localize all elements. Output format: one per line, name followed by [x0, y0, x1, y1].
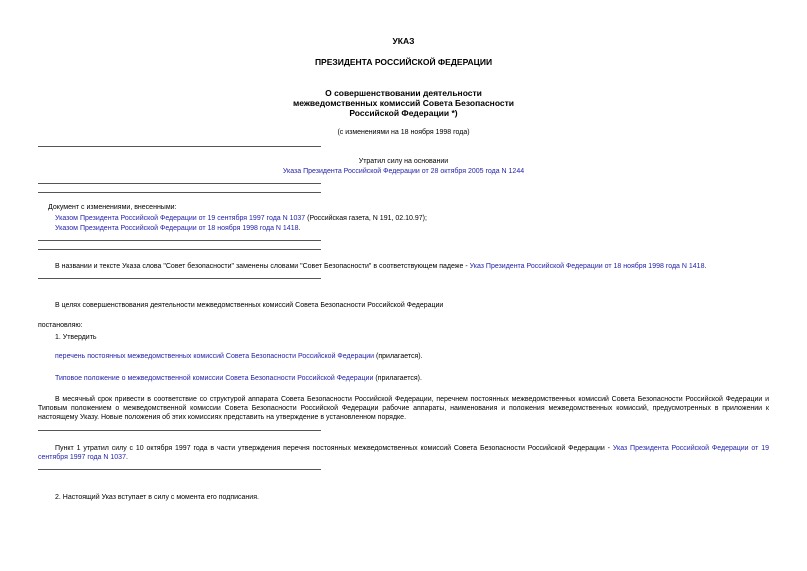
repeal-label: Утратил силу на основании [358, 158, 449, 165]
point1-repeal-note [38, 444, 769, 462]
divider [38, 430, 321, 431]
rename-note [55, 262, 706, 271]
rename-note-link[interactable]: Указ Президента Российской Федерации от 18 ноября 1998 года N 1418 [469, 263, 705, 270]
decree-title: УКАЗ [392, 36, 415, 46]
repeal-link[interactable]: Указа Президента Российской Федерации от 28 октября 2005 года N 1244 [282, 168, 525, 175]
change-item-2-rest: . [298, 225, 301, 232]
divider [38, 183, 321, 184]
point1-repeal-text: Пункт 1 утратил силу с 10 октября 1997 года в части утверждения перечня постоянных межведомственных комиссий Совета Безопасности Российской Федерации - [55, 445, 613, 452]
divider [38, 240, 321, 241]
purpose-paragraph: В целях совершенствования деятельности межведомственных комиссий Совета Безопасности Российской Федерации [55, 302, 444, 309]
divider [38, 469, 321, 470]
change-link-1998[interactable]: Указом Президента Российской Федерации от 18 ноября 1998 года N 1418 [55, 225, 299, 232]
monthly-paragraph: В месячный срок привести в соответствие со структурой аппарата Совета Безопасности Российской Федерации, перечнем постоянных межведомственных комиссий Совета Безопасности Российской Федерации и Типовым положением о межведомственной комиссии Совета Безопасности Российской Федерации рабочие аппараты, наименования и положения межведомственных комиссий, предусмотренных в приложении к настоящему Указу. Новые положения об этих комиссиях представить на утверждение в установленном порядке. [38, 396, 769, 421]
change-item-1 [55, 214, 427, 223]
model-regulation-link[interactable]: Типовое положение о межведомственной комиссии Совета Безопасности Российской Федерации [55, 375, 374, 382]
changes-intro: Документ с изменениями, внесенными: [48, 204, 177, 211]
document-title-line-1: О совершенствовании деятельности [325, 88, 482, 98]
item-1: 1. Утвердить [55, 334, 97, 341]
rename-note-end: . [704, 263, 707, 270]
change-item-1-rest: (Российская газета, N 191, 02.10.97); [305, 215, 427, 222]
decree-subtitle: ПРЕЗИДЕНТА РОССИЙСКОЙ ФЕДЕРАЦИИ [314, 57, 493, 67]
item-2: 2. Настоящий Указ вступает в силу с момента его подписания. [55, 494, 259, 501]
point1-repeal-link[interactable]: Указ Президента Российской Федерации от 19 сентября 1997 года N 1037 [38, 445, 769, 461]
regulation-paragraph-rest: (прилагается). [373, 375, 422, 382]
regulation-paragraph [55, 374, 422, 383]
list-paragraph-rest: (прилагается). [374, 353, 423, 360]
divider [38, 192, 321, 193]
change-item-2 [55, 224, 300, 233]
point1-repeal-end: . [125, 454, 128, 461]
list-paragraph [55, 352, 423, 361]
divider [38, 249, 321, 250]
rename-note-text: В названии и тексте Указа слова "Совет безопасности" заменены словами "Совет Безопасности" в соответствующем падеже - [55, 263, 470, 270]
document-title-line-2: межведомственных комиссий Совета Безопасности [292, 98, 515, 108]
document-title-line-3: Российской Федерации *) [349, 108, 458, 118]
divider [38, 278, 321, 279]
amendments-note: (с изменениями на 18 ноября 1998 года) [337, 129, 470, 136]
change-link-1997[interactable]: Указом Президента Российской Федерации от 19 сентября 1997 года N 1037 [55, 215, 306, 222]
divider [38, 146, 321, 147]
decree-word: постановляю: [38, 322, 83, 329]
commissions-list-link[interactable]: перечень постоянных межведомственных комиссий Совета Безопасности Российской Федерации [55, 353, 375, 360]
